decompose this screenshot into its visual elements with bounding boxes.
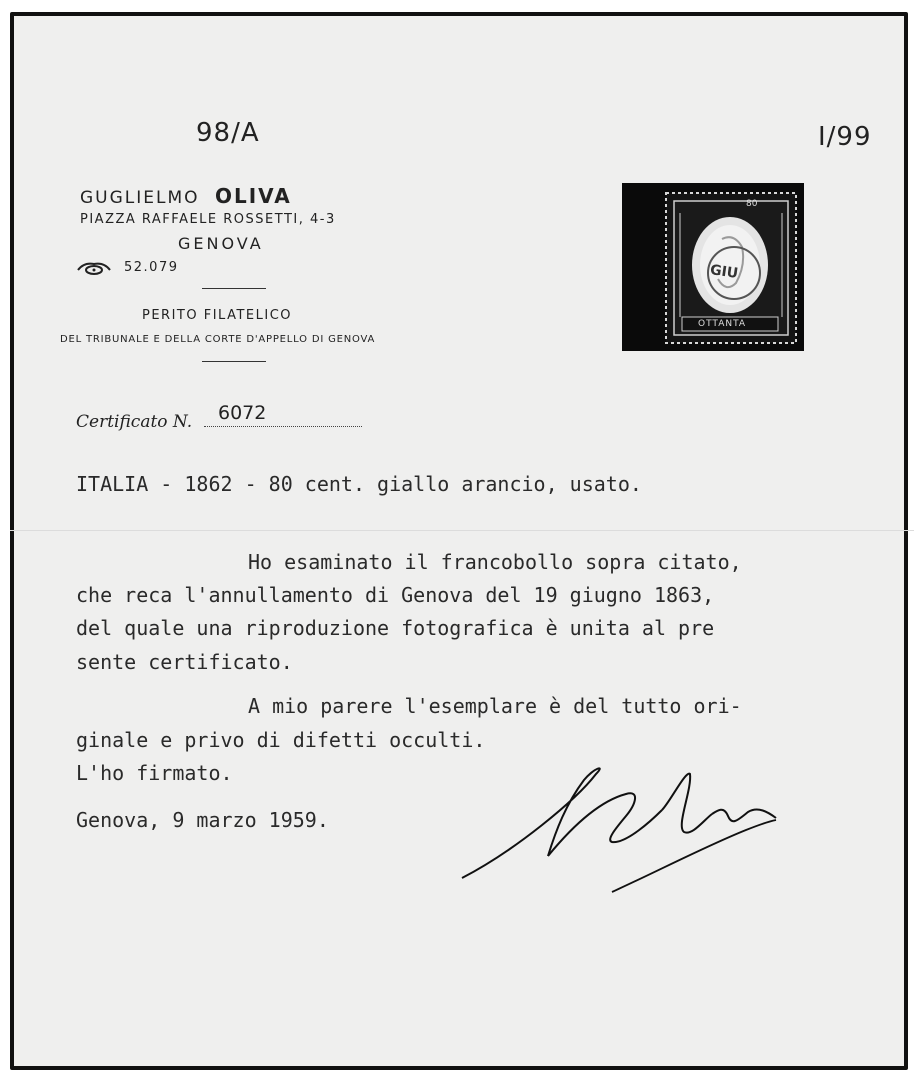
left-reference-mark: 98/A: [196, 118, 260, 148]
body-line-1: Ho esaminato il francobollo sopra citato,: [248, 550, 742, 574]
letterhead-city: GENOVA: [178, 234, 264, 253]
letterhead-rule-top: [202, 288, 266, 289]
certificate-label: Certificato N.: [76, 412, 193, 432]
body-line-3: del quale una riproduzione fotografica è unita al pre: [76, 616, 715, 640]
right-reference-mark: I/99: [818, 122, 872, 152]
letterhead-address: PIAZZA RAFFAELE ROSSETTI, 4-3: [80, 212, 336, 227]
body-line-6: ginale e privo di difetti occulti.: [76, 728, 486, 752]
certificate-number: 6072: [218, 402, 267, 424]
body-line-5: A mio parere l'esemplare è del tutto ori-: [248, 694, 742, 718]
stamp-photo: [622, 183, 804, 351]
body-line-4: sente certificato.: [76, 650, 293, 674]
body-line-7: L'ho firmato.: [76, 761, 233, 785]
letterhead-name: [80, 184, 292, 208]
name-first: GUGLIELMO: [80, 188, 200, 208]
signature: [456, 760, 786, 900]
letterhead-title: PERITO FILATELICO: [142, 308, 293, 323]
telephone-icon: [76, 260, 112, 276]
name-last: OLIVA: [214, 184, 292, 208]
certificate-sheet: [10, 12, 908, 1070]
body-line-2: che reca l'annullamento di Genova del 19 giugno 1863,: [76, 583, 715, 607]
letterhead-phone: 52.079: [124, 260, 179, 275]
certificate-number-line: [204, 426, 362, 427]
stamp-postmark: GIU: [709, 262, 740, 282]
fold-line: [10, 530, 914, 531]
letterhead-court: DEL TRIBUNALE E DELLA CORTE D'APPELLO DI GENOVA: [60, 334, 376, 345]
stamp-value-text: OTTANTA: [698, 319, 747, 329]
place-date: Genova, 9 marzo 1959.: [76, 808, 329, 832]
subject-line: ITALIA - 1862 - 80 cent. giallo arancio, usato.: [76, 472, 642, 496]
letterhead-rule-bottom: [202, 361, 266, 362]
stamp-value-top: 80: [746, 199, 758, 209]
